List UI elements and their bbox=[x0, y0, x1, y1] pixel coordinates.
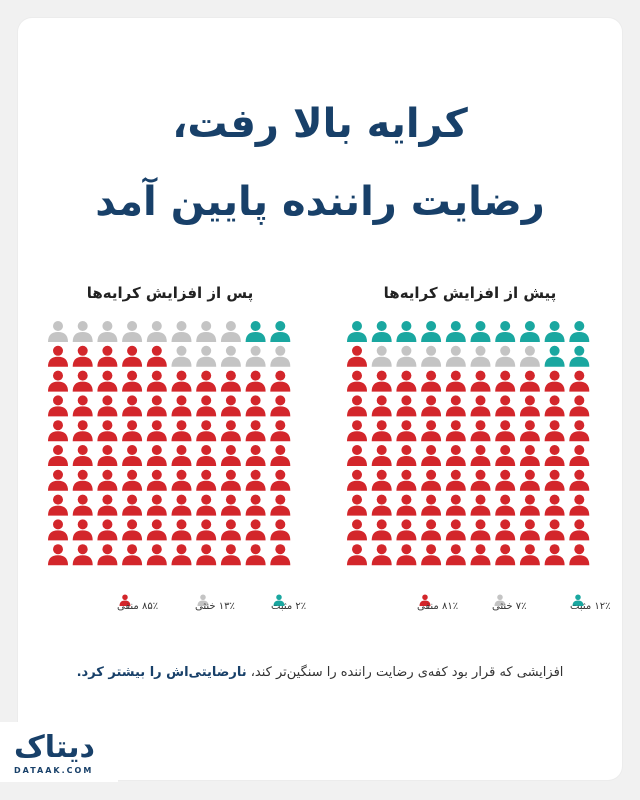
waffle-icon-منفی bbox=[520, 495, 540, 516]
waffle-icon-منفی bbox=[569, 420, 589, 441]
waffle-icon-منفی bbox=[446, 420, 466, 441]
waffle-icon-منفی bbox=[495, 371, 515, 392]
waffle-icon-منفی bbox=[122, 495, 142, 516]
waffle-icon-منفی bbox=[471, 420, 491, 441]
logo-sub: DATAAK.COM bbox=[14, 766, 94, 775]
waffle-icon-منفی bbox=[97, 470, 117, 491]
waffle-icon-منفی bbox=[495, 519, 515, 540]
legend-item bbox=[117, 595, 158, 613]
waffle-icon-منفی bbox=[495, 495, 515, 516]
legend-item bbox=[492, 595, 526, 613]
waffle-icon-منفی bbox=[147, 470, 167, 491]
waffle-icon-منفی bbox=[97, 445, 117, 466]
waffle-icon-منفی bbox=[372, 519, 392, 540]
legend-label: ۱۳٪ خنثی bbox=[195, 601, 235, 612]
waffle-icon-مثبت bbox=[347, 321, 367, 342]
waffle-icon-منفی bbox=[270, 371, 290, 392]
waffle-icon-منفی bbox=[246, 371, 266, 392]
waffle-icon-منفی bbox=[196, 544, 216, 565]
waffle-icon-منفی bbox=[122, 395, 142, 416]
waffle-icon-منفی bbox=[221, 371, 241, 392]
waffle-icon-منفی bbox=[421, 395, 441, 416]
waffle-icon-منفی bbox=[221, 519, 241, 540]
waffle-icon-منفی bbox=[97, 544, 117, 565]
footer-text: افزایشی که قرار بود کفه‌ی رضایت راننده را سنگین‌تر کند، bbox=[246, 665, 564, 680]
waffle-icon-منفی bbox=[196, 495, 216, 516]
waffle-icon-مثبت bbox=[372, 321, 392, 342]
waffle-icon-مثبت bbox=[569, 321, 589, 342]
waffle-icon-منفی bbox=[270, 544, 290, 565]
footer-caption bbox=[30, 665, 610, 680]
waffle-icon-منفی bbox=[471, 395, 491, 416]
waffle-icon-منفی bbox=[471, 495, 491, 516]
waffle-icon-منفی bbox=[372, 420, 392, 441]
waffle-icon-منفی bbox=[545, 371, 565, 392]
waffle-icon-منفی bbox=[73, 346, 93, 367]
waffle-icon-منفی bbox=[396, 445, 416, 466]
waffle-icon-منفی bbox=[471, 470, 491, 491]
waffle-icon-منفی bbox=[172, 420, 192, 441]
waffle-icon-منفی bbox=[421, 445, 441, 466]
waffle-icon-منفی bbox=[372, 395, 392, 416]
waffle-icon-منفی bbox=[48, 495, 68, 516]
waffle-icon-مثبت bbox=[545, 321, 565, 342]
waffle-icon-منفی bbox=[372, 371, 392, 392]
waffle-icon-منفی bbox=[172, 470, 192, 491]
waffle-icon-منفی bbox=[48, 371, 68, 392]
waffle-icon-منفی bbox=[172, 519, 192, 540]
waffle-icon-منفی bbox=[73, 470, 93, 491]
waffle-icon-منفی bbox=[246, 420, 266, 441]
waffle-icon-منفی bbox=[396, 395, 416, 416]
legend-item bbox=[271, 595, 306, 613]
waffle-icon-خنثی bbox=[172, 346, 192, 367]
waffle-icon-منفی bbox=[372, 495, 392, 516]
legend-label: ۲٪ مثبت bbox=[271, 601, 307, 612]
waffle-icon-خنثی bbox=[246, 346, 266, 367]
waffle-icon-خنثی bbox=[122, 321, 142, 342]
waffle-icon-منفی bbox=[122, 445, 142, 466]
chart-title-after: پس از افزایش کرایه‌ها bbox=[86, 284, 254, 302]
waffle-icon-خنثی bbox=[196, 346, 216, 367]
waffle-icon-منفی bbox=[147, 346, 167, 367]
waffle-icon-منفی bbox=[569, 395, 589, 416]
waffle-icon-منفی bbox=[520, 544, 540, 565]
waffle-icon-منفی bbox=[221, 445, 241, 466]
waffle-icon-منفی bbox=[347, 495, 367, 516]
waffle-icon-خنثی bbox=[396, 346, 416, 367]
waffle-icon-منفی bbox=[495, 544, 515, 565]
waffle-icon-منفی bbox=[270, 445, 290, 466]
waffle-icon-منفی bbox=[147, 371, 167, 392]
waffle-icon-مثبت bbox=[520, 321, 540, 342]
waffle-icon-منفی bbox=[73, 445, 93, 466]
waffle-icon-خنثی bbox=[73, 321, 93, 342]
brand-logo bbox=[0, 722, 118, 782]
waffle-icon-منفی bbox=[545, 495, 565, 516]
waffle-icon-منفی bbox=[97, 420, 117, 441]
legend-item bbox=[195, 595, 235, 613]
waffle-icon-منفی bbox=[221, 420, 241, 441]
waffle-icon-خنثی bbox=[221, 321, 241, 342]
legend-item bbox=[417, 595, 458, 613]
waffle-icon-منفی bbox=[347, 395, 367, 416]
waffle-icon-منفی bbox=[122, 470, 142, 491]
waffle-icon-منفی bbox=[520, 470, 540, 491]
waffle-icon-منفی bbox=[372, 445, 392, 466]
chart-title-before: پیش از افزایش کرایه‌ها bbox=[383, 284, 557, 302]
waffle-icon-منفی bbox=[147, 395, 167, 416]
waffle-icon-منفی bbox=[221, 544, 241, 565]
waffle-icon-منفی bbox=[48, 395, 68, 416]
waffle-icon-منفی bbox=[270, 420, 290, 441]
waffle-icon-منفی bbox=[421, 544, 441, 565]
waffle-icon-خنثی bbox=[147, 321, 167, 342]
waffle-icon-منفی bbox=[347, 544, 367, 565]
waffle-icon-منفی bbox=[270, 395, 290, 416]
waffle-icon-منفی bbox=[73, 395, 93, 416]
page-title-line2: رضایت راننده پایین آمد bbox=[95, 179, 545, 225]
waffle-icon-منفی bbox=[471, 445, 491, 466]
waffle-icon-خنثی bbox=[372, 346, 392, 367]
waffle-icon-منفی bbox=[347, 519, 367, 540]
legend-item bbox=[570, 595, 611, 613]
waffle-icon-مثبت bbox=[446, 321, 466, 342]
waffle-icon-منفی bbox=[97, 519, 117, 540]
waffle-icon-منفی bbox=[73, 420, 93, 441]
waffle-icon-منفی bbox=[270, 470, 290, 491]
waffle-icon-منفی bbox=[196, 420, 216, 441]
waffle-icon-مثبت bbox=[246, 321, 266, 342]
page-title-line1: کرایه بالا رفت، bbox=[172, 101, 468, 147]
waffle-icon-منفی bbox=[196, 519, 216, 540]
waffle-icon-منفی bbox=[446, 544, 466, 565]
waffle-icon-منفی bbox=[147, 519, 167, 540]
footer-bold: نارضایتی‌اش را بیشتر کرد. bbox=[76, 665, 247, 680]
waffle-icon-منفی bbox=[520, 371, 540, 392]
waffle-icon-منفی bbox=[396, 519, 416, 540]
waffle-icon-منفی bbox=[396, 470, 416, 491]
waffle-icon-خنثی bbox=[520, 346, 540, 367]
waffle-icon-منفی bbox=[396, 544, 416, 565]
waffle-icon-منفی bbox=[172, 371, 192, 392]
waffle-icon-مثبت bbox=[471, 321, 491, 342]
waffle-icon-منفی bbox=[122, 346, 142, 367]
waffle-icon-منفی bbox=[73, 519, 93, 540]
waffle-icon-منفی bbox=[569, 519, 589, 540]
waffle-icon-منفی bbox=[347, 470, 367, 491]
waffle-icon-مثبت bbox=[545, 346, 565, 367]
waffle-icon-منفی bbox=[545, 395, 565, 416]
waffle-icon-منفی bbox=[520, 445, 540, 466]
waffle-icon-منفی bbox=[246, 470, 266, 491]
legend-label: ۸۵٪ منفی bbox=[117, 601, 159, 612]
waffle-icon-منفی bbox=[48, 346, 68, 367]
waffle-icon-منفی bbox=[421, 470, 441, 491]
waffle-icon-منفی bbox=[172, 395, 192, 416]
waffle-icon-منفی bbox=[48, 544, 68, 565]
waffle-icon-منفی bbox=[347, 346, 367, 367]
waffle-icon-منفی bbox=[97, 395, 117, 416]
waffle-icon-منفی bbox=[446, 395, 466, 416]
waffle-icon-منفی bbox=[396, 495, 416, 516]
waffle-icon-منفی bbox=[446, 371, 466, 392]
waffle-icon-منفی bbox=[446, 445, 466, 466]
waffle-icon-منفی bbox=[569, 371, 589, 392]
waffle-icon-منفی bbox=[172, 445, 192, 466]
waffle-icon-منفی bbox=[246, 544, 266, 565]
waffle-icon-منفی bbox=[73, 371, 93, 392]
waffle-icon-منفی bbox=[421, 495, 441, 516]
waffle-icon-منفی bbox=[172, 544, 192, 565]
waffle-icon-منفی bbox=[347, 445, 367, 466]
waffle-icon-منفی bbox=[421, 371, 441, 392]
waffle-icon-منفی bbox=[221, 470, 241, 491]
waffle-icon-منفی bbox=[569, 544, 589, 565]
waffle-icon-منفی bbox=[520, 420, 540, 441]
waffle-icon-منفی bbox=[196, 395, 216, 416]
waffle-icon-منفی bbox=[196, 445, 216, 466]
waffle-icon-منفی bbox=[545, 519, 565, 540]
waffle-icon-منفی bbox=[569, 470, 589, 491]
waffle-icon-منفی bbox=[246, 495, 266, 516]
waffle-icon-منفی bbox=[421, 519, 441, 540]
legend-label: ۸۱٪ منفی bbox=[417, 601, 459, 612]
waffle-icon-مثبت bbox=[270, 321, 290, 342]
waffle-icon-منفی bbox=[73, 544, 93, 565]
waffle-icon-منفی bbox=[545, 544, 565, 565]
legend-label: ۷٪ خنثی bbox=[492, 601, 527, 612]
waffle-icon-منفی bbox=[446, 519, 466, 540]
waffle-icon-خنثی bbox=[495, 346, 515, 367]
waffle-icon-خنثی bbox=[471, 346, 491, 367]
waffle-icon-منفی bbox=[97, 346, 117, 367]
waffle-icon-خنثی bbox=[270, 346, 290, 367]
waffle-icon-منفی bbox=[97, 495, 117, 516]
waffle-icon-منفی bbox=[520, 519, 540, 540]
waffle-icon-منفی bbox=[147, 420, 167, 441]
waffle-icon-مثبت bbox=[396, 321, 416, 342]
waffle-icon-منفی bbox=[495, 470, 515, 491]
waffle-icon-خنثی bbox=[48, 321, 68, 342]
waffle-icon-منفی bbox=[347, 420, 367, 441]
waffle-icon-منفی bbox=[122, 420, 142, 441]
waffle-icon-منفی bbox=[347, 371, 367, 392]
waffle-icon-مثبت bbox=[495, 321, 515, 342]
waffle-icon-منفی bbox=[545, 470, 565, 491]
waffle-icon-منفی bbox=[97, 371, 117, 392]
waffle-icon-منفی bbox=[221, 395, 241, 416]
waffle-icon-منفی bbox=[246, 519, 266, 540]
waffle-icon-منفی bbox=[569, 495, 589, 516]
waffle-icon-مثبت bbox=[421, 321, 441, 342]
waffle-icon-منفی bbox=[122, 519, 142, 540]
waffle-icon-منفی bbox=[421, 420, 441, 441]
waffle-icon-منفی bbox=[471, 519, 491, 540]
waffle-icon-منفی bbox=[147, 544, 167, 565]
waffle-icon-منفی bbox=[372, 544, 392, 565]
waffle-icon-منفی bbox=[48, 470, 68, 491]
waffle-icon-منفی bbox=[471, 544, 491, 565]
waffle-icon-منفی bbox=[545, 445, 565, 466]
waffle-icon-منفی bbox=[221, 495, 241, 516]
waffle-icon-منفی bbox=[196, 371, 216, 392]
waffle-icon-منفی bbox=[495, 395, 515, 416]
waffle-icon-منفی bbox=[270, 495, 290, 516]
waffle-icon-منفی bbox=[122, 371, 142, 392]
waffle-icon-مثبت bbox=[569, 346, 589, 367]
waffle-icon-منفی bbox=[147, 495, 167, 516]
waffle-icon-منفی bbox=[147, 445, 167, 466]
waffle-icon-خنثی bbox=[196, 321, 216, 342]
waffle-icon-منفی bbox=[73, 495, 93, 516]
waffle-icon-منفی bbox=[48, 445, 68, 466]
waffle-icon-خنثی bbox=[446, 346, 466, 367]
logo-mark: دیتاک bbox=[14, 730, 95, 765]
waffle-icon-منفی bbox=[495, 420, 515, 441]
waffle-icon-خنثی bbox=[97, 321, 117, 342]
waffle-icon-منفی bbox=[446, 495, 466, 516]
waffle-icon-منفی bbox=[270, 519, 290, 540]
waffle-icon-منفی bbox=[520, 395, 540, 416]
waffle-icon-منفی bbox=[396, 420, 416, 441]
waffle-icon-خنثی bbox=[421, 346, 441, 367]
waffle-icon-منفی bbox=[396, 371, 416, 392]
waffle-icon-منفی bbox=[246, 445, 266, 466]
waffle-icon-منفی bbox=[372, 470, 392, 491]
waffle-icon-منفی bbox=[48, 420, 68, 441]
waffle-icon-منفی bbox=[495, 445, 515, 466]
waffle-icon-منفی bbox=[545, 420, 565, 441]
waffle-icon-منفی bbox=[569, 445, 589, 466]
waffle-icon-منفی bbox=[471, 371, 491, 392]
waffle-icon-خنثی bbox=[172, 321, 192, 342]
waffle-icon-منفی bbox=[172, 495, 192, 516]
waffle-icon-منفی bbox=[196, 470, 216, 491]
legend-label: ۱۲٪ مثبت bbox=[570, 601, 611, 612]
waffle-icon-منفی bbox=[446, 470, 466, 491]
waffle-icon-منفی bbox=[246, 395, 266, 416]
waffle-icon-منفی bbox=[122, 544, 142, 565]
waffle-icon-منفی bbox=[48, 519, 68, 540]
waffle-icon-خنثی bbox=[221, 346, 241, 367]
